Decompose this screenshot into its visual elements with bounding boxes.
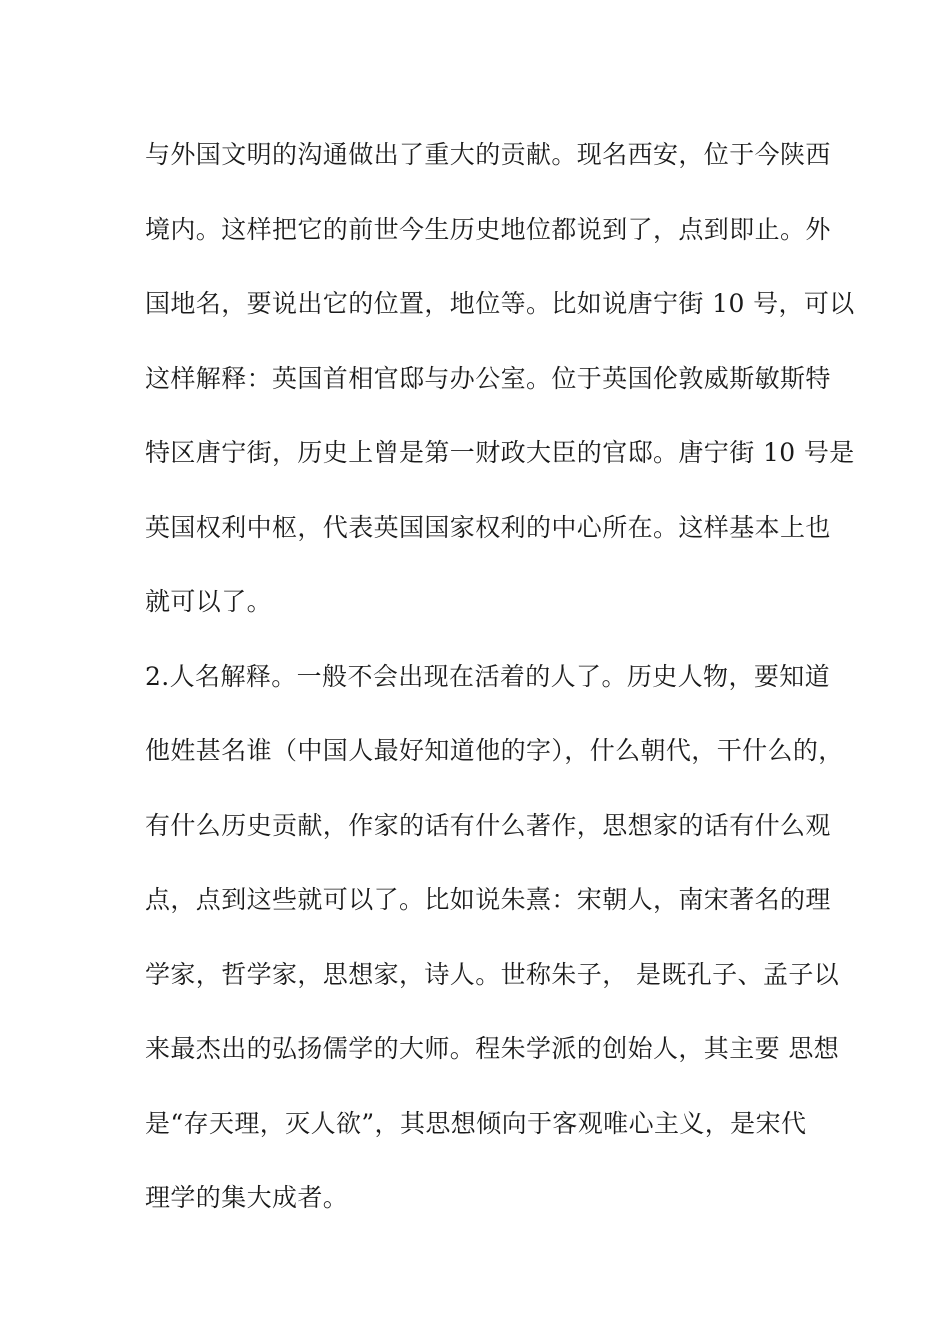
text-line: 理学的集大成者。 — [145, 1183, 349, 1212]
text-line: 特区唐宁街，历史上曾是第一财政大臣的官邸。唐宁街 10 号是 — [145, 438, 855, 467]
text-line: 有什么历史贡献，作家的话有什么著作，思想家的话有什么观 — [145, 810, 831, 840]
text-line: 英国权利中枢，代表英国国家权利的中心所在。这样基本上也 — [145, 512, 831, 542]
text-line: 点，点到这些就可以了。比如说朱熹：宋朝人，南宋著名的理 — [145, 885, 831, 914]
text-line: 就可以了。 — [145, 587, 273, 616]
text-line: 与外国文明的沟通做出了重大的贡献。现名西安，位于今陕西 — [145, 140, 831, 169]
text-line: 他姓甚名谁（中国人最好知道他的字），什么朝代，干什么的， — [145, 736, 844, 765]
text-line: 国地名，要说出它的位置，地位等。比如说唐宁街 10 号，可以 — [145, 289, 855, 318]
text-line: 是“存天理，灭人欲”，其思想倾向于客观唯心主义，是宋代 — [145, 1108, 807, 1138]
text-line: 境内。这样把它的前世今生历史地位都说到了，点到即止。外 — [145, 214, 831, 244]
text-line: 这样解释：英国首相官邸与办公室。位于英国伦敦威斯敏斯特 — [145, 363, 831, 393]
text-line: 学家，哲学家，思想家，诗人。世称朱子， 是既孔子、孟子以 — [145, 959, 840, 989]
text-line: 来最杰出的弘扬儒学的大师。程朱学派的创始人，其主要 思想 — [145, 1034, 840, 1063]
body-text — [145, 128, 855, 1246]
text-line: 2.人名解释。一般不会出现在活着的人了。历史人物，要知道 — [145, 661, 831, 691]
